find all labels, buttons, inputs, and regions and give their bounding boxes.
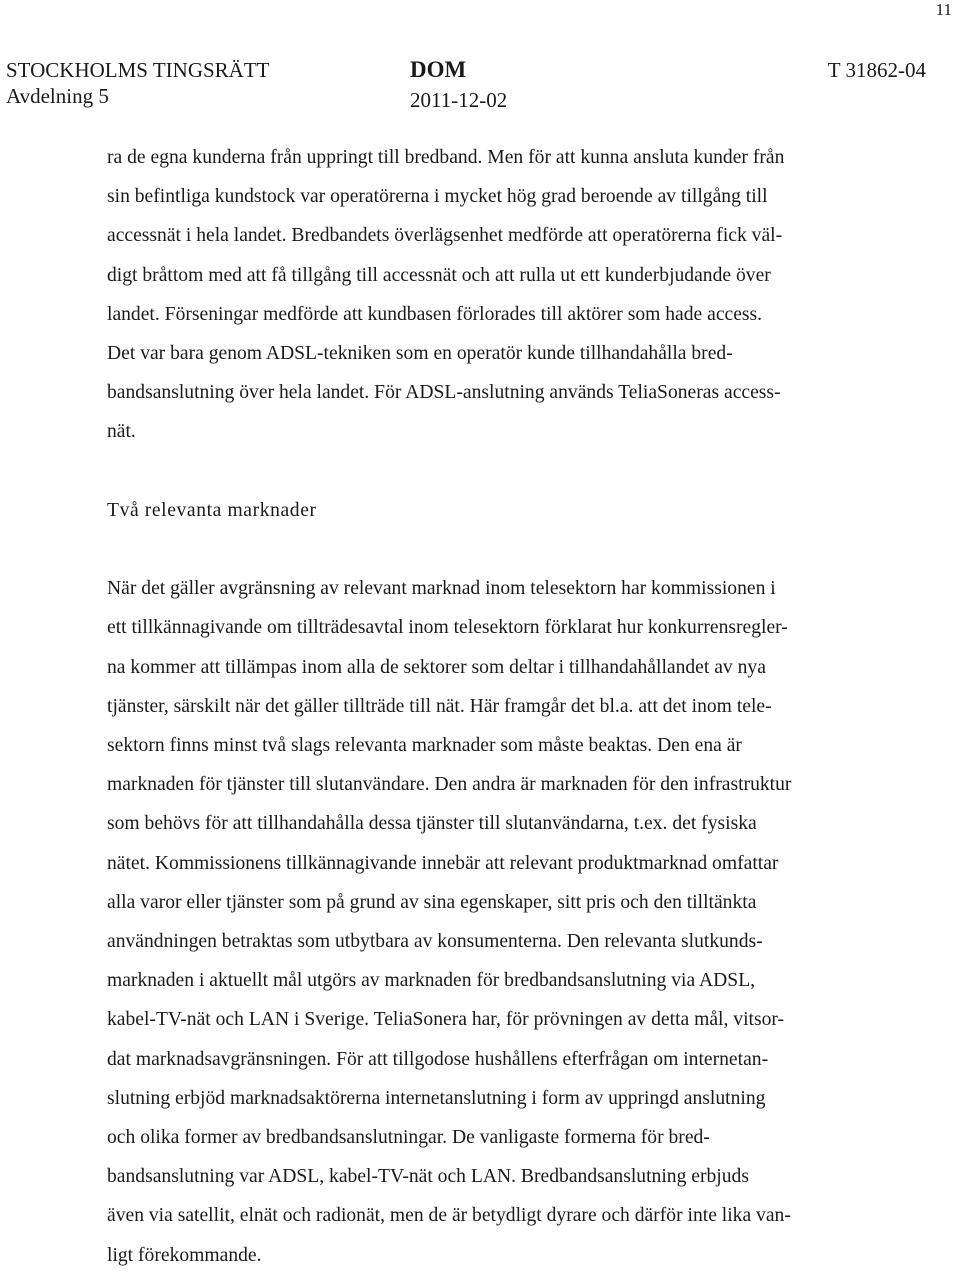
text-line: När det gäller avgränsning av relevant marknad inom telesektorn har kommissionen i (107, 578, 776, 600)
text-line: na kommer att tillämpas inom alla de sektorer som deltar i tillhandahållandet av nya (107, 656, 766, 678)
text-line: dat marknadsavgränsningen. För att tillgodose hushållens efterfrågan om internetan- (107, 1048, 769, 1070)
text-line: sektorn finns minst två slags relevanta marknader som måste beaktas. Den ena är (107, 735, 742, 757)
document-body (107, 138, 897, 1275)
text-line: som behövs för att tillhandahålla dessa tjänster till slutanvändarna, t.ex. det fysiska (107, 813, 757, 835)
paragraph-relevant-markets (107, 569, 897, 1275)
paragraph-market-background (107, 138, 897, 452)
document-date: 2011-12-02 (410, 88, 508, 112)
text-line: alla varor eller tjänster som på grund av sina egenskaper, sitt pris och den tilltänkta (107, 891, 757, 913)
text-line: slutning erbjöd marknadsaktörerna internetanslutning i form av uppringd anslutning (107, 1087, 766, 1109)
text-line: tjänster, särskilt när det gäller tillträde till nät. Här framgår det bl.a. att det inom tele- (107, 695, 772, 717)
text-line: och olika former av bredbandsanslutningar. De vanligaste formerna för bred- (107, 1127, 710, 1149)
text-line: bandsanslutning var ADSL, kabel-TV-nät och LAN. Bredbandsanslutning erbjuds (107, 1166, 749, 1188)
text-line: digt bråttom med att få tillgång till accessnät och att rulla ut ett kunderbjudande över (107, 264, 771, 286)
text-line: accessnät i hela landet. Bredbandets överlägsenhet medförde att operatörerna fick väl- (107, 225, 783, 247)
text-line: landet. Förseningar medförde att kundbasen förlorades till aktörer som hade access. (107, 303, 763, 325)
text-line: Det var bara genom ADSL-tekniken som en operatör kunde tillhandahålla bred- (107, 343, 733, 365)
text-line: marknaden i aktuellt mål utgörs av marknaden för bredbandsanslutning via ADSL, (107, 970, 756, 992)
document-type: DOM (410, 57, 467, 82)
text-line: även via satellit, elnät och radionät, men de är betydligt dyrare och därför inte lika van- (107, 1205, 791, 1227)
section-heading: Två relevanta marknader (107, 499, 317, 521)
document-header (6, 56, 952, 116)
text-line: sin befintliga kundstock var operatörerna i mycket hög grad beroende av tillgång till (107, 186, 768, 208)
court-name: STOCKHOLMS TINGSRÄTT (6, 58, 270, 82)
text-line: kabel-TV-nät och LAN i Sverige. TeliaSonera har, för prövningen av detta mål, vitsor- (107, 1009, 785, 1031)
court-division: Avdelning 5 (6, 84, 109, 108)
text-line: ra de egna kunderna från uppringt till bredband. Men för att kunna ansluta kunder från (107, 147, 785, 168)
case-number: T 31862-04 (827, 58, 926, 82)
text-line: bandsanslutning över hela landet. För ADSL-anslutning används TeliaSoneras access- (107, 382, 781, 404)
page-number: 11 (935, 0, 952, 19)
text-line: användningen betraktas som utbytbara av konsumenterna. Den relevanta slutkunds- (107, 931, 763, 953)
text-line: ligt förekommande. (107, 1244, 262, 1266)
text-line: ett tillkännagivande om tillträdesavtal inom telesektorn förklarat hur konkurrensregler- (107, 617, 788, 639)
text-line: marknaden för tjänster till slutanvändare. Den andra är marknaden för den infrastruktur (107, 774, 792, 796)
text-line: nät. (107, 421, 136, 443)
text-line: nätet. Kommissionens tillkännagivande innebär att relevant produktmarknad omfattar (107, 852, 779, 874)
